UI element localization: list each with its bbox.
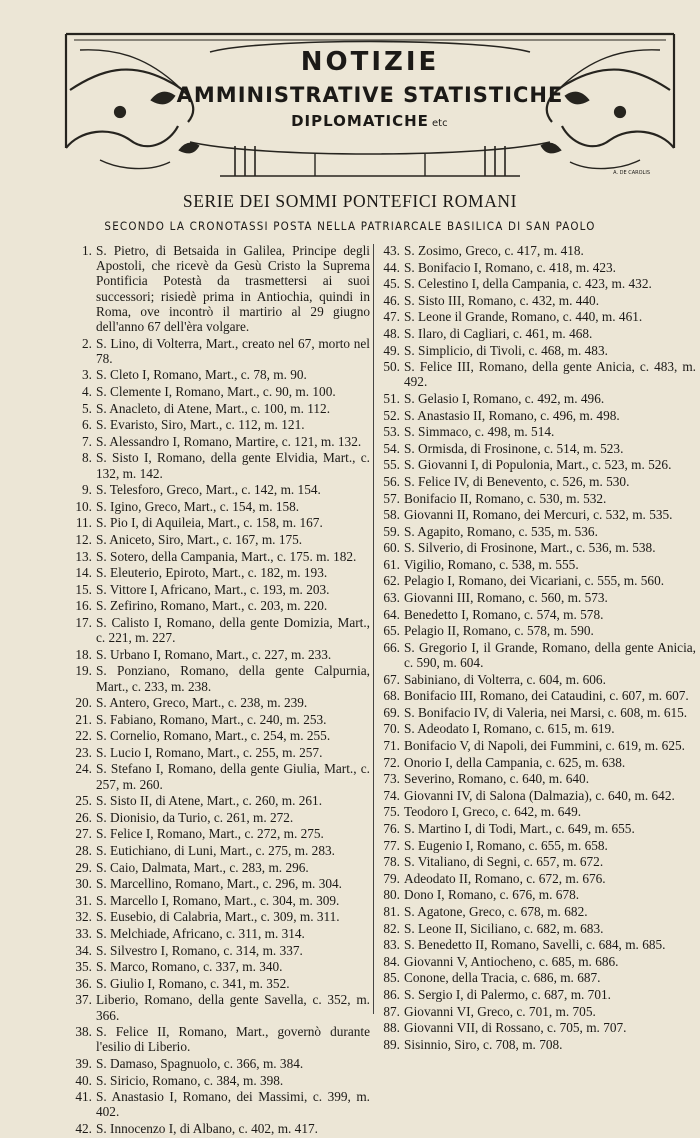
artist-signature: A. DE CAROLIS (613, 170, 650, 176)
entry-text: Liberio, Romano, della gente Savella, c. 352, m. 366. (96, 992, 370, 1023)
entry-text: S. Sisto I, Romano, della gente Elvidia, Mart., c. 132, m. 142. (96, 450, 370, 481)
pope-entry (70, 793, 370, 808)
entry-number: 13. (75, 548, 92, 564)
pope-entry (70, 943, 370, 958)
banner-line1: NOTIZIE (300, 47, 440, 77)
pope-entry (70, 1024, 370, 1054)
entry-text: S. Cornelio, Romano, Mart., c. 254, m. 255. (96, 728, 331, 744)
entry-text: S. Felice I, Romano, Mart., c. 272, m. 275. (96, 826, 324, 842)
entry-text: S. Dionisio, da Turio, c. 261, m. 272. (96, 809, 294, 825)
pope-entry (378, 771, 696, 786)
entry-number: 25. (75, 793, 92, 809)
pope-entry (378, 540, 696, 555)
pope-entry (378, 688, 696, 703)
page-title: SERIE DEI SOMMI PONTEFICI ROMANI (182, 191, 518, 211)
pope-entry (378, 1037, 696, 1052)
entry-text: S. Ilaro, di Cagliari, c. 461, m. 468. (404, 325, 593, 341)
pope-entry (378, 987, 696, 1002)
entry-number: 70. (383, 721, 400, 737)
entry-number: 88. (383, 1020, 400, 1036)
entry-number: 55. (383, 457, 400, 473)
entry-text: Benedetto I, Romano, c. 574, m. 578. (404, 606, 604, 622)
entry-number: 74. (383, 787, 400, 803)
entry-text: Giovanni V, Antiocheno, c. 685, m. 686. (404, 953, 619, 969)
entry-number: 32. (75, 909, 92, 925)
pope-entry (70, 532, 370, 547)
entry-text: S. Igino, Greco, Mart., c. 154, m. 158. (96, 498, 300, 514)
pope-entry (378, 970, 696, 985)
pope-entry (378, 507, 696, 522)
entry-text: S. Leone il Grande, Romano, c. 440, m. 461. (404, 309, 643, 325)
entry-number: 33. (75, 926, 92, 942)
entry-text: S. Giovanni I, di Populonia, Mart., c. 523, m. 526. (404, 457, 672, 473)
entry-text: S. Eusebio, di Calabria, Mart., c. 309, m. 311. (96, 909, 340, 925)
entry-text: S. Alessandro I, Romano, Martire, c. 121, m. 132. (96, 433, 362, 449)
entry-text: S. Pietro, di Betsaida in Galilea, Principe degli Apostoli, che ricevè da Gesù Cristo la Suprema Pontificia Potestà da trasmettersi ai suoi successori; risiedè prima in Antiochia, quindi in Roma, ove incontrò il martirio al 29 giugno dell'anno 67 dell'èra volgare. (96, 243, 370, 335)
entry-number: 42. (75, 1120, 92, 1136)
pope-entry (378, 721, 696, 736)
pope-entry (70, 728, 370, 743)
entry-number: 49. (383, 342, 400, 358)
pope-entry (70, 1121, 370, 1136)
entry-number: 72. (383, 754, 400, 770)
pope-entry (70, 761, 370, 791)
entry-number: 63. (383, 590, 400, 606)
entry-number: 76. (383, 821, 400, 836)
pope-entry (378, 1004, 696, 1019)
pope-entry (70, 549, 370, 564)
entry-number: 75. (383, 804, 400, 820)
entry-text: S. Sisto III, Romano, c. 432, m. 440. (404, 292, 600, 308)
entry-number: 48. (383, 325, 400, 341)
pope-entry (378, 887, 696, 902)
entry-number: 35. (75, 959, 92, 975)
pope-entry (70, 401, 370, 416)
pope-entry (378, 1020, 696, 1035)
entry-number: 67. (383, 671, 400, 687)
entry-text: S. Felice II, Romano, Mart., governò durante l'esilio di Liberio. (96, 1024, 370, 1055)
entry-text: S. Stefano I, Romano, della gente Giulia, Mart., c. 257, m. 260. (96, 761, 370, 792)
entry-number: 59. (383, 523, 400, 539)
entry-text: Adeodato II, Romano, c. 672, m. 676. (404, 870, 606, 886)
entry-number: 8. (82, 450, 92, 466)
pope-entry (378, 838, 696, 853)
pope-entry (378, 524, 696, 539)
entry-number: 18. (75, 646, 92, 662)
entry-text: S. Vittore I, Africano, Mart., c. 193, m. 203. (96, 581, 330, 597)
entry-number: 79. (383, 870, 400, 886)
pope-entry (70, 384, 370, 399)
pope-entry (70, 434, 370, 449)
entry-text: S. Giulio I, Romano, c. 341, m. 352. (96, 975, 290, 991)
entry-text: Conone, della Tracia, c. 686, m. 687. (404, 970, 601, 986)
pope-entry (378, 260, 696, 275)
entry-text: S. Zosimo, Greco, c. 417, m. 418. (404, 243, 584, 258)
entry-number: 5. (82, 400, 92, 416)
pope-entry (70, 712, 370, 727)
entry-number: 80. (383, 887, 400, 903)
entry-text: S. Eutichiano, di Luni, Mart., c. 275, m. 283. (96, 843, 335, 859)
entry-number: 47. (383, 309, 400, 325)
entry-number: 44. (383, 259, 400, 275)
entry-text: S. Sisto II, di Atene, Mart., c. 260, m. 261. (96, 793, 323, 809)
pope-entry (378, 276, 696, 291)
entry-text: Giovanni IV, di Salona (Dalmazia), c. 640, m. 642. (404, 787, 675, 803)
entry-number: 34. (75, 942, 92, 958)
entry-text: S. Ponziano, Romano, della gente Calpurnia, Mart., c. 233, m. 238. (96, 663, 370, 694)
pope-entry (378, 573, 696, 588)
entry-number: 69. (383, 704, 400, 720)
entry-number: 64. (383, 606, 400, 622)
entry-text: S. Marco, Romano, c. 337, m. 340. (96, 959, 283, 975)
pope-entry (70, 926, 370, 941)
entry-number: 89. (383, 1036, 400, 1052)
entry-number: 12. (75, 531, 92, 547)
entry-text: Giovanni III, Romano, c. 560, m. 573. (404, 590, 608, 606)
entry-number: 21. (75, 711, 92, 727)
pope-entry (378, 557, 696, 572)
entry-number: 27. (75, 826, 92, 842)
pope-entry (70, 860, 370, 875)
pope-entry (378, 788, 696, 803)
entry-text: Sisinnio, Siro, c. 708, m. 708. (404, 1036, 563, 1052)
entry-text: S. Ormisda, di Frosinone, c. 514, m. 523. (404, 440, 624, 456)
entry-text: Teodoro I, Greco, c. 642, m. 649. (404, 804, 582, 820)
entry-text: S. Anastasio I, Romano, dei Massimi, c. 399, m. 402. (96, 1089, 370, 1120)
entry-text: S. Lucio I, Romano, Mart., c. 255, m. 257. (96, 744, 323, 760)
entry-text: S. Damaso, Spagnuolo, c. 366, m. 384. (96, 1056, 304, 1071)
pope-entry (70, 582, 370, 597)
pope-entry (378, 954, 696, 969)
pope-entry (378, 243, 696, 258)
entry-text: S. Eugenio I, Romano, c. 655, m. 658. (404, 837, 608, 853)
pope-entry (378, 590, 696, 605)
entry-text: S. Vitaliano, di Segni, c. 657, m. 672. (404, 854, 604, 870)
entry-text: S. Eleuterio, Epiroto, Mart., c. 182, m. 193. (96, 565, 328, 581)
entry-number: 30. (75, 876, 92, 892)
entry-text: S. Cleto I, Romano, Mart., c. 78, m. 90. (96, 367, 307, 383)
entry-number: 56. (383, 473, 400, 489)
entry-text: S. Aniceto, Siro, Mart., c. 167, m. 175. (96, 531, 303, 547)
pope-entry (378, 441, 696, 456)
pope-entry (70, 663, 370, 693)
entry-number: 52. (383, 407, 400, 423)
entry-text: S. Telesforo, Greco, Mart., c. 142, m. 154. (96, 482, 321, 498)
pope-entry (378, 937, 696, 952)
pope-entry (70, 499, 370, 514)
entry-number: 40. (75, 1072, 92, 1088)
entry-number: 1. (82, 243, 92, 258)
pope-entry (70, 826, 370, 841)
entry-number: 22. (75, 728, 92, 744)
entry-number: 2. (82, 335, 92, 351)
entry-text: S. Marcellino, Romano, Mart., c. 296, m. 304. (96, 876, 342, 892)
entry-text: S. Innocenzo I, di Albano, c. 402, m. 417. (96, 1120, 318, 1136)
entry-number: 38. (75, 1024, 92, 1040)
entry-number: 77. (383, 837, 400, 853)
pope-entry (378, 821, 696, 836)
pope-entry (378, 424, 696, 439)
entry-number: 78. (383, 854, 400, 870)
pope-entry (70, 565, 370, 580)
pope-entry (378, 854, 696, 869)
pope-entry (70, 515, 370, 530)
entry-text: Vigilio, Romano, c. 538, m. 555. (404, 556, 579, 572)
entry-number: 20. (75, 695, 92, 711)
pope-entry (70, 992, 370, 1022)
pope-entry (378, 408, 696, 423)
entry-number: 36. (75, 975, 92, 991)
entry-text: Sabiniano, di Volterra, c. 604, m. 606. (404, 671, 606, 687)
pope-entry (70, 976, 370, 991)
entry-number: 10. (75, 498, 92, 514)
column-divider (373, 244, 374, 1014)
pope-entry (378, 921, 696, 936)
entry-text: Dono I, Romano, c. 676, m. 678. (404, 887, 580, 903)
entry-text: S. Anacleto, di Atene, Mart., c. 100, m. 112. (96, 400, 331, 416)
entry-text: S. Calisto I, Romano, della gente Domizia, Mart., c. 221, m. 227. (96, 614, 370, 646)
pope-entry (70, 893, 370, 908)
pope-entry (70, 243, 370, 334)
entry-text: S. Felice IV, di Benevento, c. 526, m. 530. (404, 473, 630, 489)
pope-entry (70, 417, 370, 432)
entry-number: 60. (383, 540, 400, 556)
entry-text: S. Melchiade, Africano, c. 311, m. 314. (96, 926, 305, 942)
entry-text: Giovanni VI, Greco, c. 701, m. 705. (404, 1003, 596, 1019)
entry-text: S. Marcello I, Romano, Mart., c. 304, m. 309. (96, 892, 340, 908)
pope-entry (378, 359, 696, 389)
entry-text: Severino, Romano, c. 640, m. 640. (404, 771, 590, 787)
entry-number: 4. (82, 384, 92, 399)
entry-number: 71. (383, 738, 400, 754)
entry-text: Pelagio I, Romano, dei Vicariani, c. 555, m. 560. (404, 573, 665, 589)
pope-entry (378, 391, 696, 406)
entry-text: S. Antero, Greco, Mart., c. 238, m. 239. (96, 695, 308, 711)
pope-entry (378, 457, 696, 472)
right-column (378, 243, 696, 1053)
pope-entry (70, 336, 370, 366)
entry-number: 11. (75, 515, 92, 531)
pope-entry (70, 909, 370, 924)
banner-line3-suffix: etc (432, 118, 448, 129)
entry-text: S. Felice III, Romano, della gente Anicia, c. 483, m. 492. (404, 359, 696, 390)
entry-text: S. Anastasio II, Romano, c. 496, m. 498. (404, 407, 620, 423)
entry-number: 85. (383, 970, 400, 986)
entry-text: S. Zefirino, Romano, Mart., c. 203, m. 220. (96, 598, 328, 614)
pope-entry (378, 705, 696, 720)
entry-text: S. Bonifacio I, Romano, c. 418, m. 423. (404, 259, 616, 275)
entry-text: Bonifacio III, Romano, dei Cataudini, c. 607, m. 607. (404, 688, 689, 704)
entry-number: 82. (383, 920, 400, 936)
pope-entry (70, 1073, 370, 1088)
pope-entry (378, 293, 696, 308)
entry-text: S. Gregorio I, il Grande, Romano, della gente Anicia, c. 590, m. 604. (404, 639, 696, 671)
pope-entry (70, 367, 370, 382)
entry-text: S. Silvestro I, Romano, c. 314, m. 337. (96, 942, 303, 958)
pope-entry (378, 755, 696, 770)
entry-text: S. Caio, Dalmata, Mart., c. 283, m. 296. (96, 859, 309, 875)
entry-text: S. Pio I, di Aquileia, Mart., c. 158, m. 167. (96, 515, 323, 531)
entry-text: S. Gelasio I, Romano, c. 492, m. 496. (404, 390, 605, 406)
entry-text: S. Fabiano, Romano, Mart., c. 240, m. 253. (96, 711, 327, 727)
entry-number: 9. (82, 482, 92, 498)
entry-number: 15. (75, 581, 92, 597)
pope-entry (70, 1056, 370, 1071)
entry-text: S. Siricio, Romano, c. 384, m. 398. (96, 1072, 284, 1088)
entry-number: 87. (383, 1003, 400, 1019)
entry-text: S. Silverio, di Frosinone, Mart., c. 536, m. 538. (404, 540, 656, 556)
pope-entry (378, 904, 696, 919)
pope-entry (378, 804, 696, 819)
entry-text: Bonifacio II, Romano, c. 530, m. 532. (404, 490, 607, 506)
pope-entry (70, 810, 370, 825)
entry-number: 86. (383, 986, 400, 1002)
entry-text: S. Celestino I, della Campania, c. 423, m. 432. (404, 276, 652, 292)
entry-number: 57. (383, 490, 400, 506)
entry-number: 26. (75, 809, 92, 825)
pope-entry (378, 738, 696, 753)
entry-number: 29. (75, 859, 92, 875)
pope-entry (378, 309, 696, 324)
entry-text: S. Bonifacio IV, di Valeria, nei Marsi, c. 608, m. 615. (404, 704, 688, 720)
pope-entry (378, 326, 696, 341)
entry-text: Giovanni VII, di Rossano, c. 705, m. 707. (404, 1020, 627, 1036)
entry-text: S. Urbano I, Romano, Mart., c. 227, m. 233. (96, 646, 332, 662)
entry-number: 7. (82, 433, 92, 449)
entry-text: S. Clemente I, Romano, Mart., c. 90, m. 100. (96, 384, 336, 399)
entry-text: S. Simmaco, c. 498, m. 514. (404, 424, 555, 440)
pope-entry (378, 623, 696, 638)
pope-entry (378, 343, 696, 358)
pope-entry (378, 491, 696, 506)
pope-entry (378, 474, 696, 489)
entry-text: S. Agapito, Romano, c. 535, m. 536. (404, 523, 598, 539)
entry-text: S. Martino I, di Todi, Mart., c. 649, m. 655. (404, 821, 635, 836)
entry-number: 17. (75, 614, 92, 630)
entry-text: S. Leone II, Siciliano, c. 682, m. 683. (404, 920, 604, 936)
entry-number: 31. (75, 892, 92, 908)
entry-text: S. Sotero, della Campania, Mart., c. 175. m. 182. (96, 548, 357, 564)
entry-number: 83. (383, 937, 400, 953)
entry-text: S. Agatone, Greco, c. 678, m. 682. (404, 903, 588, 919)
entry-number: 6. (82, 417, 92, 433)
entry-number: 19. (75, 663, 92, 679)
pope-entry (378, 672, 696, 687)
entry-text: S. Evaristo, Siro, Mart., c. 112, m. 121. (96, 417, 305, 433)
entry-text: S. Simplicio, di Tivoli, c. 468, m. 483. (404, 342, 608, 358)
entry-number: 39. (75, 1056, 92, 1071)
pope-entry (70, 876, 370, 891)
entry-number: 62. (383, 573, 400, 589)
entry-text: S. Adeodato I, Romano, c. 615, m. 619. (404, 721, 615, 737)
entry-text: Onorio I, della Campania, c. 625, m. 638. (404, 754, 626, 770)
entry-text: Pelagio II, Romano, c. 578, m. 590. (404, 623, 594, 639)
entry-number: 84. (383, 953, 400, 969)
page-subtitle: SECONDO LA CRONOTASSI POSTA NELLA PATRIARCALE BASILICA DI SAN PAOLO (104, 219, 596, 233)
entry-number: 73. (383, 771, 400, 787)
entry-text: S. Sergio I, di Palermo, c. 687, m. 701. (404, 986, 611, 1002)
entry-text: Bonifacio V, di Napoli, dei Fummini, c. 619, m. 625. (404, 738, 685, 754)
entry-number: 66. (383, 639, 400, 655)
entry-number: 45. (383, 276, 400, 292)
entry-text: Giovanni II, Romano, dei Mercuri, c. 532, m. 535. (404, 507, 673, 523)
banner-line3: DIPLOMATICHE (291, 112, 429, 130)
decorative-banner (60, 30, 680, 180)
left-column (70, 243, 370, 1138)
entry-number: 43. (383, 243, 400, 258)
pope-entry (70, 598, 370, 613)
entry-text: S. Benedetto II, Romano, Savelli, c. 684, m. 685. (404, 937, 666, 953)
banner-line2: AMMINISTRATIVE STATISTICHE (176, 83, 564, 107)
entry-number: 50. (383, 359, 400, 375)
entry-number: 81. (383, 903, 400, 919)
entry-number: 16. (75, 598, 92, 614)
entry-text: S. Lino, di Volterra, Mart., creato nel 67, morto nel 78. (96, 335, 370, 366)
entry-number: 24. (75, 761, 92, 777)
entry-number: 51. (383, 390, 400, 406)
entry-number: 41. (75, 1089, 92, 1105)
pope-entry (70, 959, 370, 974)
entry-number: 23. (75, 744, 92, 760)
entry-number: 53. (383, 424, 400, 440)
pope-entry (70, 695, 370, 710)
pope-entry (70, 1089, 370, 1119)
entry-number: 3. (82, 367, 92, 383)
pope-entry (378, 871, 696, 886)
pope-entry (70, 482, 370, 497)
pope-entry (70, 647, 370, 662)
entry-number: 14. (75, 565, 92, 581)
entry-number: 61. (383, 556, 400, 572)
entry-number: 28. (75, 843, 92, 859)
entry-number: 58. (383, 507, 400, 523)
entry-number: 46. (383, 292, 400, 308)
entry-number: 68. (383, 688, 400, 704)
entry-number: 65. (383, 623, 400, 639)
pope-entry (70, 615, 370, 645)
entry-number: 37. (75, 992, 92, 1008)
pope-entry (70, 843, 370, 858)
pope-entry (70, 745, 370, 760)
pope-entry (378, 607, 696, 622)
pope-entry (70, 450, 370, 480)
entry-number: 54. (383, 440, 400, 456)
pope-entry (378, 640, 696, 670)
